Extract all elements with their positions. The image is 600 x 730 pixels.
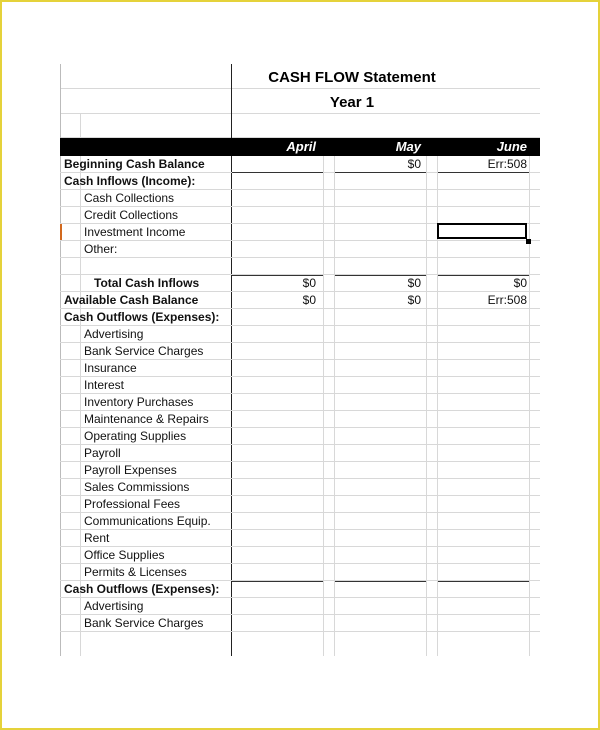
value-cell[interactable]: $0 [302, 276, 316, 290]
row-label: Interest [84, 378, 125, 392]
row-label: Rent [84, 531, 110, 545]
value-cell[interactable]: $0 [407, 157, 421, 171]
row-label: Credit Collections [84, 208, 179, 222]
value-cell[interactable]: $0 [513, 276, 527, 290]
page-title: CASH FLOW Statement [268, 69, 436, 86]
table-row [60, 530, 540, 547]
value-cell[interactable]: $0 [302, 293, 316, 307]
value-cell[interactable]: Err:508 [487, 157, 527, 171]
row-label: Other: [84, 242, 118, 256]
row-label: Advertising [84, 327, 144, 341]
row-marker [60, 224, 62, 240]
table-row [60, 258, 540, 275]
row-label: Payroll [84, 446, 121, 460]
spacer-row [60, 114, 540, 138]
row-label: Bank Service Charges [84, 616, 204, 630]
row-label: Cash Outflows (Expenses): [64, 582, 220, 596]
row-label: Bank Service Charges [84, 344, 204, 358]
value-cell[interactable]: $0 [407, 276, 421, 290]
row-label: Sales Commissions [84, 480, 190, 494]
row-label: Cash Inflows (Income): [64, 174, 196, 188]
cell-border [232, 172, 323, 173]
cell-border [438, 581, 529, 582]
table-row [60, 445, 540, 462]
cell-border [335, 581, 426, 582]
row-label: Operating Supplies [84, 429, 187, 443]
month-header-bar [60, 138, 540, 156]
table-row [60, 241, 540, 258]
month-header-may: May [395, 139, 421, 154]
row-label: Cash Outflows (Expenses): [64, 310, 220, 324]
cell-border [438, 275, 529, 276]
cell-border [438, 172, 529, 173]
row-label: Communications Equip. [84, 514, 211, 528]
row-label: Inventory Purchases [84, 395, 194, 409]
row-label: Maintenance & Repairs [84, 412, 209, 426]
cell-border [232, 275, 323, 276]
row-label: Advertising [84, 599, 144, 613]
month-header-april: April [286, 139, 316, 154]
cell-border [335, 172, 426, 173]
cell-border [335, 275, 426, 276]
month-header-june: June [496, 139, 527, 154]
row-label: Cash Collections [84, 191, 175, 205]
spreadsheet-grid[interactable] [60, 64, 540, 656]
fill-handle[interactable] [526, 239, 531, 244]
row-label: Permits & Licenses [84, 565, 187, 579]
selected-cell[interactable] [437, 223, 527, 239]
table-row [60, 377, 540, 394]
row-label: Office Supplies [84, 548, 165, 562]
row-label: Professional Fees [84, 497, 181, 511]
row-label: Available Cash Balance [64, 293, 199, 307]
value-cell[interactable]: $0 [407, 293, 421, 307]
cell-border [232, 581, 323, 582]
row-label: Total Cash Inflows [94, 276, 200, 290]
row-label: Insurance [84, 361, 137, 375]
row-label: Payroll Expenses [84, 463, 177, 477]
row-label: Investment Income [84, 225, 186, 239]
row-label: Beginning Cash Balance [64, 157, 205, 171]
page-subtitle: Year 1 [329, 94, 375, 111]
value-cell[interactable]: Err:508 [487, 293, 527, 307]
spreadsheet-page [2, 2, 598, 728]
